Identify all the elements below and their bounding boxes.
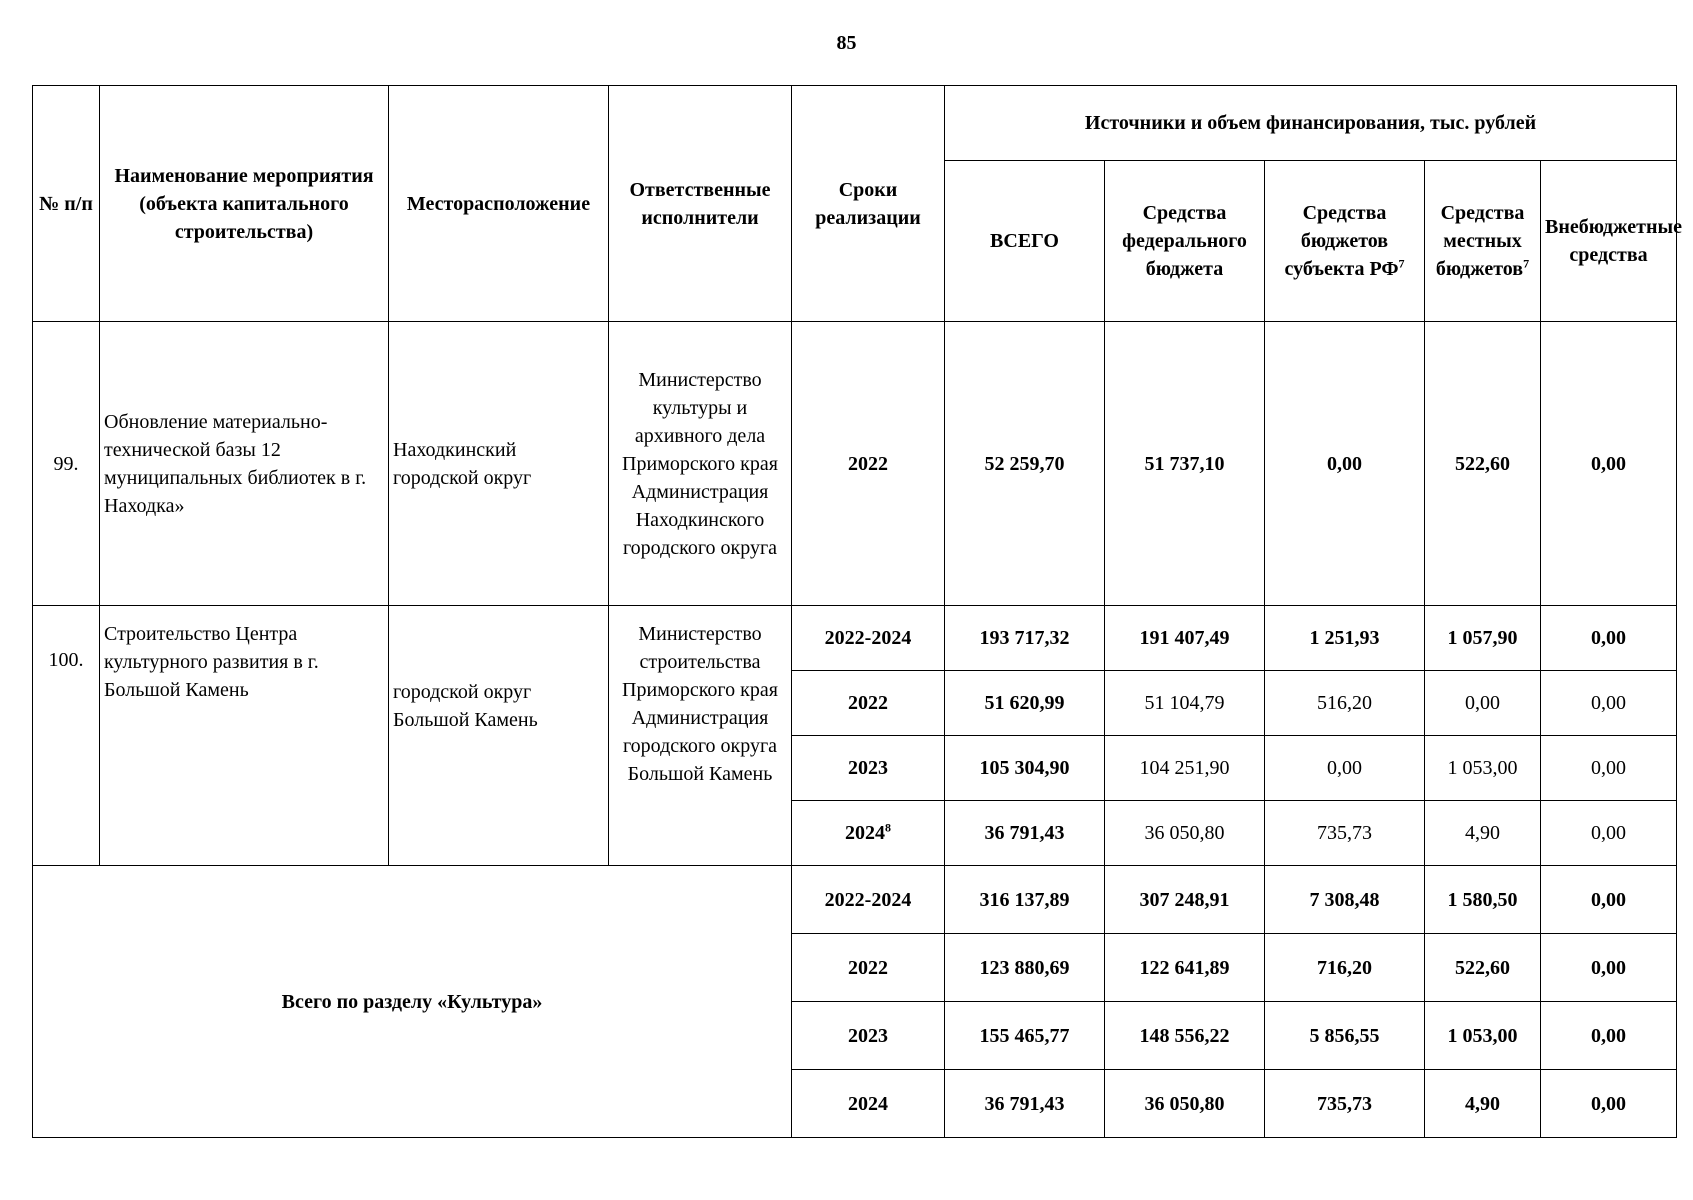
- row-term: 2022: [792, 671, 945, 736]
- summary-federal: 122 641,89: [1105, 934, 1265, 1002]
- summary-total: 123 880,69: [945, 934, 1105, 1002]
- summary-federal: 148 556,22: [1105, 1002, 1265, 1070]
- row-location: Находкинский городской округ: [389, 322, 609, 606]
- row-regional: 0,00: [1265, 736, 1425, 801]
- row-responsible: Министерство культуры и архивного дела Приморского края Администрация Находкинского городского округа: [609, 322, 792, 606]
- row-local: 522,60: [1425, 322, 1541, 606]
- header-total: ВСЕГО: [945, 161, 1105, 322]
- summary-total: 316 137,89: [945, 866, 1105, 934]
- summary-federal: 307 248,91: [1105, 866, 1265, 934]
- row-extra: 0,00: [1541, 322, 1677, 606]
- row-federal: 104 251,90: [1105, 736, 1265, 801]
- summary-local: 1 053,00: [1425, 1002, 1541, 1070]
- row-location: городской округ Большой Камень: [389, 606, 609, 866]
- footnote-mark: 7: [1398, 256, 1405, 271]
- summary-extra: 0,00: [1541, 934, 1677, 1002]
- header-name: Наименование мероприятия (объекта капитального строительства): [100, 86, 389, 322]
- summary-total: 36 791,43: [945, 1070, 1105, 1138]
- financing-table: [32, 85, 1682, 1138]
- summary-extra: 0,00: [1541, 1070, 1677, 1138]
- row-term: 2024$^8$: [792, 801, 945, 866]
- row-term: 2022: [792, 322, 945, 606]
- summary-term: 2022-2024: [792, 866, 945, 934]
- summary-extra: 0,00: [1541, 1002, 1677, 1070]
- header-responsible: Ответственные исполнители: [609, 86, 792, 322]
- row-extra: 0,00: [1541, 671, 1677, 736]
- row-name: Обновление материально-технической базы 12 муниципальных библиотек в г. Находка»: [100, 322, 389, 606]
- row-regional: 1 251,93: [1265, 606, 1425, 671]
- summary-row: [33, 866, 1677, 934]
- summary-term: 2024: [792, 1070, 945, 1138]
- summary-local: 1 580,50: [1425, 866, 1541, 934]
- row-extra: 0,00: [1541, 801, 1677, 866]
- summary-regional: 735,73: [1265, 1070, 1425, 1138]
- row-num: 100.: [33, 606, 100, 866]
- row-total: 52 259,70: [945, 322, 1105, 606]
- row-name: Строительство Центра культурного развития в г. Большой Камень: [100, 606, 389, 866]
- header-sources-group: Источники и объем финансирования, тыс. рублей: [945, 86, 1677, 161]
- row-extra: 0,00: [1541, 606, 1677, 671]
- summary-extra: 0,00: [1541, 866, 1677, 934]
- header-federal: Средства федерального бюджета: [1105, 161, 1265, 322]
- summary-local: 4,90: [1425, 1070, 1541, 1138]
- page-number: 85: [836, 32, 857, 54]
- row-regional: 735,73: [1265, 801, 1425, 866]
- row-federal: 51 104,79: [1105, 671, 1265, 736]
- table-row: [33, 606, 1677, 671]
- summary-term: 2023: [792, 1002, 945, 1070]
- row-local: 1 057,90: [1425, 606, 1541, 671]
- header-num: № п/п: [33, 86, 100, 322]
- summary-federal: 36 050,80: [1105, 1070, 1265, 1138]
- footnote-mark: 8: [885, 820, 891, 835]
- row-extra: 0,00: [1541, 736, 1677, 801]
- row-federal: 191 407,49: [1105, 606, 1265, 671]
- summary-label: Всего по разделу «Культура»: [33, 866, 792, 1138]
- summary-local: 522,60: [1425, 934, 1541, 1002]
- row-responsible: Министерство строительства Приморского края Администрация городского округа Большой Камень: [609, 606, 792, 866]
- summary-regional: 7 308,48: [1265, 866, 1425, 934]
- header-terms: Сроки реализации: [792, 86, 945, 322]
- header-local: Средства местных бюджетов$^7$: [1425, 161, 1541, 322]
- row-local: 4,90: [1425, 801, 1541, 866]
- row-federal: 51 737,10: [1105, 322, 1265, 606]
- row-total: 36 791,43: [945, 801, 1105, 866]
- header-row-1: [33, 86, 1677, 161]
- footnote-mark: 7: [1523, 256, 1530, 271]
- row-local: 1 053,00: [1425, 736, 1541, 801]
- row-federal: 36 050,80: [1105, 801, 1265, 866]
- header-regional: Средства бюджетов субъекта $РФ^7$: [1265, 161, 1425, 322]
- summary-regional: 716,20: [1265, 934, 1425, 1002]
- summary-total: 155 465,77: [945, 1002, 1105, 1070]
- row-total: 193 717,32: [945, 606, 1105, 671]
- header-location: Месторасположение: [389, 86, 609, 322]
- header-extra: Внебюджетные средства: [1541, 161, 1677, 322]
- summary-term: 2022: [792, 934, 945, 1002]
- row-regional: 0,00: [1265, 322, 1425, 606]
- row-term: 2022-2024: [792, 606, 945, 671]
- summary-regional: 5 856,55: [1265, 1002, 1425, 1070]
- row-total: 105 304,90: [945, 736, 1105, 801]
- row-regional: 516,20: [1265, 671, 1425, 736]
- row-num: 99.: [33, 322, 100, 606]
- row-term: 2023: [792, 736, 945, 801]
- row-total: 51 620,99: [945, 671, 1105, 736]
- row-local: 0,00: [1425, 671, 1541, 736]
- table-row: [33, 322, 1677, 606]
